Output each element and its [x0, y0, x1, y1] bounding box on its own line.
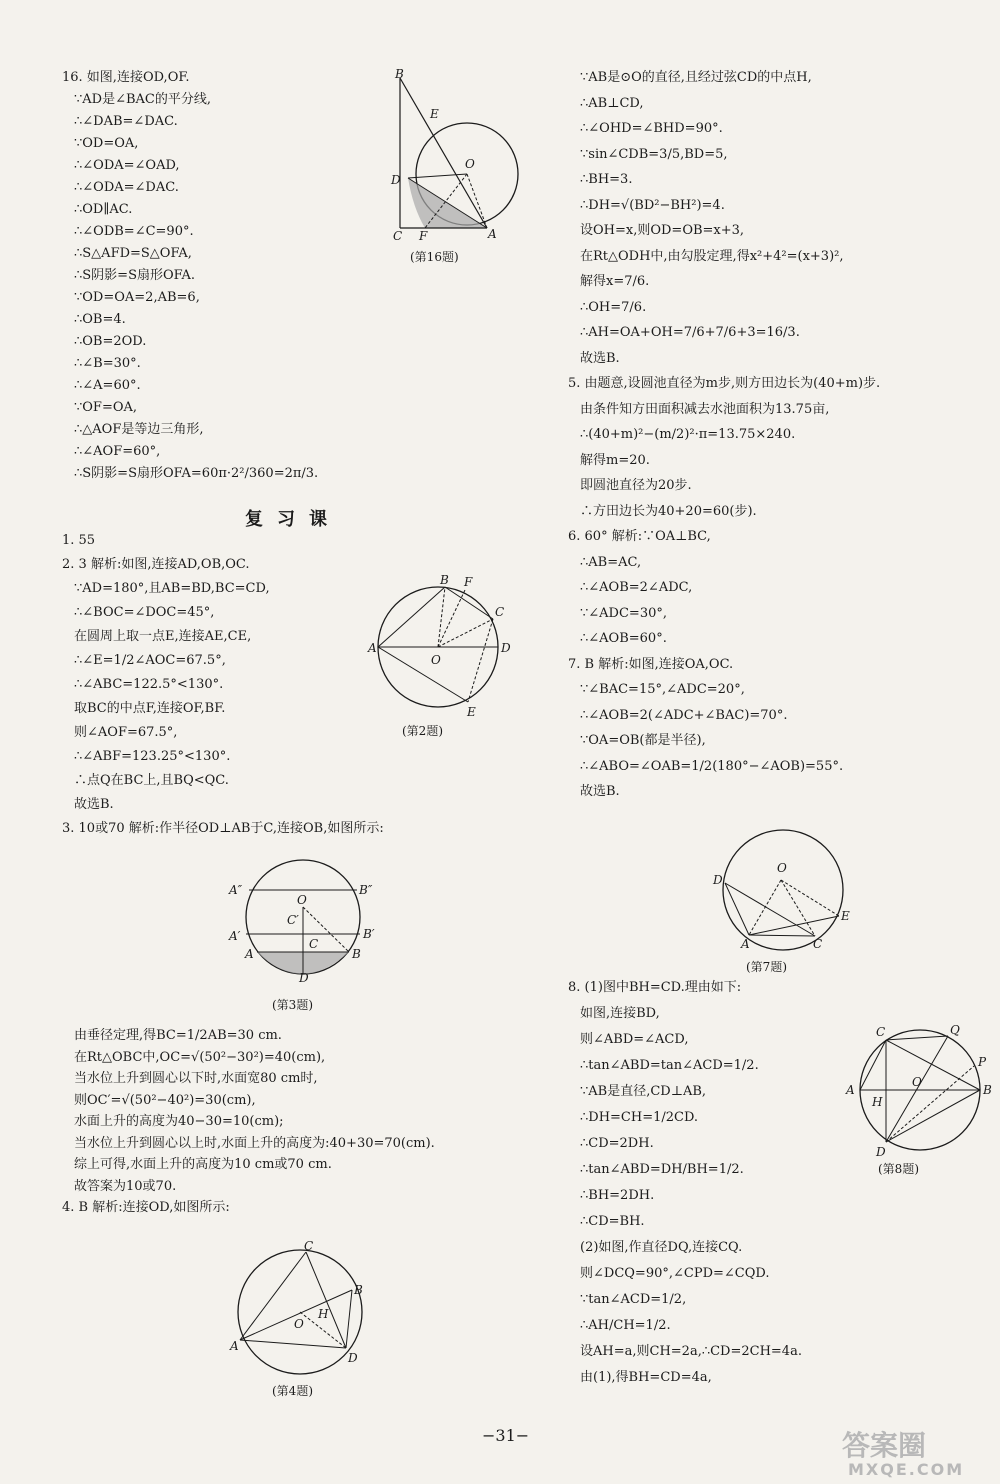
right-column-q8: [568, 980, 868, 1420]
text-line: ∴OB=4.: [74, 312, 126, 327]
figure-16: [385, 68, 520, 252]
text-line: 设OH=x,则OD=OB=x+3,: [580, 223, 745, 238]
figure-8: [842, 1024, 997, 1168]
caption-q3: (第3题): [272, 998, 313, 1012]
text-line: ∵tan∠ACD=1/2,: [580, 1292, 687, 1307]
svg-text:D: D: [501, 641, 511, 655]
svg-text:D: D: [299, 971, 309, 982]
svg-text:H: H: [872, 1095, 883, 1109]
text-line: 故答案为10或70.: [74, 1178, 177, 1194]
text-line: 在Rt△ODH中,由勾股定理,得x²+4²=(x+3)²,: [580, 248, 844, 264]
caption-q4: (第4题): [272, 1384, 313, 1398]
svg-text:B″: B″: [359, 883, 373, 897]
text-line: 由条件知方田面积减去水池面积为13.75亩,: [580, 401, 830, 417]
text-line: ∴∠ABO=∠OAB=1/2(180°−∠AOB)=55°.: [580, 758, 844, 774]
text-line: 2. 3 解析:如图,连接AD,OB,OC.: [62, 557, 250, 572]
left-column-q3: [62, 1028, 502, 1228]
figure-7: [705, 828, 855, 962]
svg-text:D: D: [876, 1145, 886, 1159]
text-line: ∴AB⊥CD,: [580, 95, 644, 111]
svg-text:A″: A″: [229, 883, 243, 897]
svg-text:P: P: [978, 1055, 987, 1069]
text-line: ∴∠AOB=2(∠ADC+∠BAC)=70°.: [580, 707, 788, 723]
text-line: ∴∠ABF=123.25°<130°.: [74, 749, 231, 764]
caption-q16: (第16题): [410, 250, 459, 264]
text-line: 则OC′=√(50²−40²)=30(cm),: [74, 1092, 256, 1108]
svg-text:E: E: [841, 909, 850, 923]
text-line: ∵OF=OA,: [74, 400, 138, 415]
text-line: ∴∠A=60°.: [74, 378, 141, 393]
svg-text:D: D: [391, 173, 401, 187]
page-number: −31−: [482, 1426, 530, 1445]
text-line: 5. 由题意,设圆池直径为m步,则方田边长为(40+m)步.: [568, 376, 881, 391]
text-line: 解得x=7/6.: [580, 274, 650, 289]
text-line: 在Rt△OBC中,OC=√(50²−30²)=40(cm),: [74, 1049, 326, 1065]
text-line: 1. 55: [62, 533, 96, 548]
svg-text:O: O: [297, 893, 307, 907]
text-line: ∴∠ODA=∠OAD,: [74, 158, 180, 173]
text-line: ∵∠ADC=30°,: [580, 605, 667, 621]
svg-text:B: B: [354, 1283, 363, 1297]
svg-text:B: B: [983, 1083, 992, 1097]
left-column-q16: [62, 70, 382, 500]
text-line: ∴∠AOB=2∠ADC,: [580, 580, 693, 595]
svg-text:B′: B′: [363, 927, 375, 941]
svg-text:E: E: [430, 107, 439, 121]
svg-text:A: A: [846, 1083, 855, 1097]
text-line: ∴CD=BH.: [580, 1214, 645, 1229]
text-line: ∵OD=OA,: [74, 136, 139, 151]
text-line: ∵∠BAC=15°,∠ADC=20°,: [580, 682, 745, 697]
text-line: 故选B.: [74, 797, 114, 812]
text-line: ∴点Q在BC上,且BQ<QC.: [74, 773, 229, 788]
text-line: ∴BH=3.: [580, 172, 633, 187]
svg-text:C′: C′: [287, 913, 299, 927]
text-line: ∴∠E=1/2∠AOC=67.5°,: [74, 653, 226, 668]
svg-text:Q: Q: [950, 1024, 960, 1037]
text-line: ∴S阴影=S扇形OFA.: [74, 268, 196, 283]
text-line: 8. (1)图中BH=CD.理由如下:: [568, 980, 742, 995]
text-line: ∴DH=√(BD²−BH²)=4.: [580, 197, 725, 213]
text-line: ∴AH=OA+OH=7/6+7/6+3=16/3.: [580, 325, 800, 340]
text-line: ∴AB=AC,: [580, 554, 642, 570]
text-line: ∴S阴影=S扇形OFA=60π·2²/360=2π/3.: [74, 466, 319, 481]
text-line: ∴CD=2DH.: [580, 1136, 654, 1151]
text-line: 故选B.: [580, 350, 620, 366]
text-line: 当水位上升到圆心以下时,水面宽80 cm时,: [74, 1071, 318, 1086]
text-line: 则∠ABD=∠ACD,: [580, 1032, 689, 1047]
text-line: ∴∠B=30°.: [74, 356, 141, 371]
text-line: ∴∠AOB=60°.: [580, 631, 667, 646]
text-line: ∴DH=CH=1/2CD.: [580, 1110, 699, 1125]
svg-text:B: B: [440, 573, 449, 587]
text-line: ∵AD是∠BAC的平分线,: [74, 92, 211, 107]
text-line: ∴∠DAB=∠DAC.: [74, 114, 178, 129]
text-line: 7. B 解析:如图,连接OA,OC.: [568, 656, 734, 672]
svg-text:E: E: [467, 705, 476, 719]
text-line: 水面上升的高度为40−30=10(cm);: [74, 1114, 284, 1129]
text-line: 即圆池直径为20步.: [580, 478, 692, 493]
figure-4: [228, 1240, 378, 1384]
caption-q2: (第2题): [402, 724, 443, 738]
svg-text:B: B: [395, 68, 404, 81]
caption-q7: (第7题): [746, 960, 787, 974]
text-line: 则∠DCQ=90°,∠CPD=∠CQD.: [580, 1266, 770, 1281]
svg-text:O: O: [777, 861, 787, 875]
text-line: ∴∠OHD=∠BHD=90°.: [580, 121, 723, 136]
text-line: (2)如图,作直径DQ,连接CQ.: [580, 1240, 743, 1255]
text-line: ∵AB是⊙O的直径,且经过弦CD的中点H,: [580, 70, 812, 85]
text-line: 设AH=a,则CH=2a,∴CD=2CH=4a.: [580, 1344, 802, 1359]
text-line: 3. 10或70 解析:作半径OD⊥AB于C,连接OB,如图所示:: [62, 821, 384, 836]
svg-text:C: C: [813, 937, 823, 951]
text-line: 取BC的中点F,连接OF,BF.: [74, 701, 226, 716]
svg-text:O: O: [912, 1075, 922, 1089]
svg-text:F: F: [419, 229, 428, 243]
svg-text:A: A: [741, 937, 750, 951]
svg-text:O: O: [431, 653, 441, 667]
svg-text:B: B: [352, 947, 361, 961]
svg-text:A: A: [368, 641, 377, 655]
svg-text:A′: A′: [229, 929, 241, 943]
text-line: 16. 如图,连接OD,OF.: [62, 70, 190, 85]
svg-text:H: H: [318, 1307, 329, 1321]
text-line: ∴S△AFD=S△OFA,: [74, 246, 192, 261]
text-line: 6. 60° 解析:∵OA⊥BC,: [568, 529, 711, 544]
svg-text:D: D: [713, 873, 723, 887]
text-line: ∴OB=2OD.: [74, 334, 147, 349]
text-line: ∵AB是直径,CD⊥AB,: [580, 1084, 707, 1099]
text-line: ∴方田边长为40+20=60(步).: [580, 503, 757, 519]
text-line: 则∠AOF=67.5°,: [74, 725, 178, 740]
figure-3: [225, 852, 385, 986]
caption-q8: (第8题): [878, 1162, 919, 1176]
text-line: ∴∠ODA=∠DAC.: [74, 180, 179, 195]
text-line: 综上可得,水面上升的高度为10 cm或70 cm.: [74, 1157, 332, 1172]
right-column-q4-q7: [568, 70, 988, 830]
svg-text:C: C: [876, 1025, 886, 1039]
watermark-line2: MXQE.COM: [848, 1460, 965, 1479]
svg-text:A: A: [230, 1339, 239, 1353]
text-line: ∴OH=7/6.: [580, 299, 647, 315]
text-line: ∴∠ODB=∠C=90°.: [74, 224, 194, 239]
text-line: ∴(40+m)²−(m/2)²·π=13.75×240.: [580, 427, 796, 442]
text-line: 解得m=20.: [580, 452, 650, 468]
text-line: ∴AH/CH=1/2.: [580, 1318, 671, 1333]
svg-text:C: C: [495, 605, 505, 619]
text-line: 由垂径定理,得BC=1/2AB=30 cm.: [74, 1028, 282, 1043]
text-line: ∴∠AOF=60°,: [74, 444, 161, 459]
text-line: ∵OD=OA=2,AB=6,: [74, 290, 200, 305]
svg-text:C: C: [309, 937, 319, 951]
svg-text:C: C: [393, 229, 403, 243]
text-line: ∵AD=180°,且AB=BD,BC=CD,: [74, 581, 270, 596]
text-line: ∴△AOF是等边三角形,: [74, 422, 204, 437]
text-line: 当水位上升到圆心以上时,水面上升的高度为:40+30=70(cm).: [74, 1135, 435, 1151]
svg-text:O: O: [294, 1317, 304, 1331]
svg-text:F: F: [464, 575, 473, 589]
svg-text:O: O: [465, 157, 475, 171]
text-line: ∴tan∠ABD=DH/BH=1/2.: [580, 1162, 744, 1177]
figure-2: [365, 572, 515, 726]
text-line: 如图,连接BD,: [580, 1006, 660, 1021]
text-line: 在圆周上取一点E,连接AE,CE,: [74, 629, 252, 644]
text-line: ∴OD∥AC.: [74, 202, 133, 217]
text-line: ∴∠BOC=∠DOC=45°,: [74, 605, 215, 620]
text-line: 由(1),得BH=CD=4a,: [580, 1370, 712, 1385]
svg-text:A: A: [488, 227, 497, 241]
svg-text:D: D: [348, 1351, 358, 1365]
text-line: ∴tan∠ABD=tan∠ACD=1/2.: [580, 1058, 759, 1073]
text-line: ∵sin∠CDB=3/5,BD=5,: [580, 146, 728, 162]
watermark-line1: 答案圈: [842, 1429, 927, 1462]
text-line: 故选B.: [580, 784, 620, 799]
text-line: 4. B 解析:连接OD,如图所示:: [62, 1200, 230, 1215]
text-line: ∴∠ABC=122.5°<130°.: [74, 677, 224, 692]
svg-text:A: A: [245, 947, 254, 961]
svg-text:C: C: [304, 1240, 314, 1253]
section-title: 复习课: [245, 509, 341, 530]
text-line: ∴BH=2DH.: [580, 1188, 655, 1203]
text-line: ∵OA=OB(都是半径),: [580, 733, 706, 748]
